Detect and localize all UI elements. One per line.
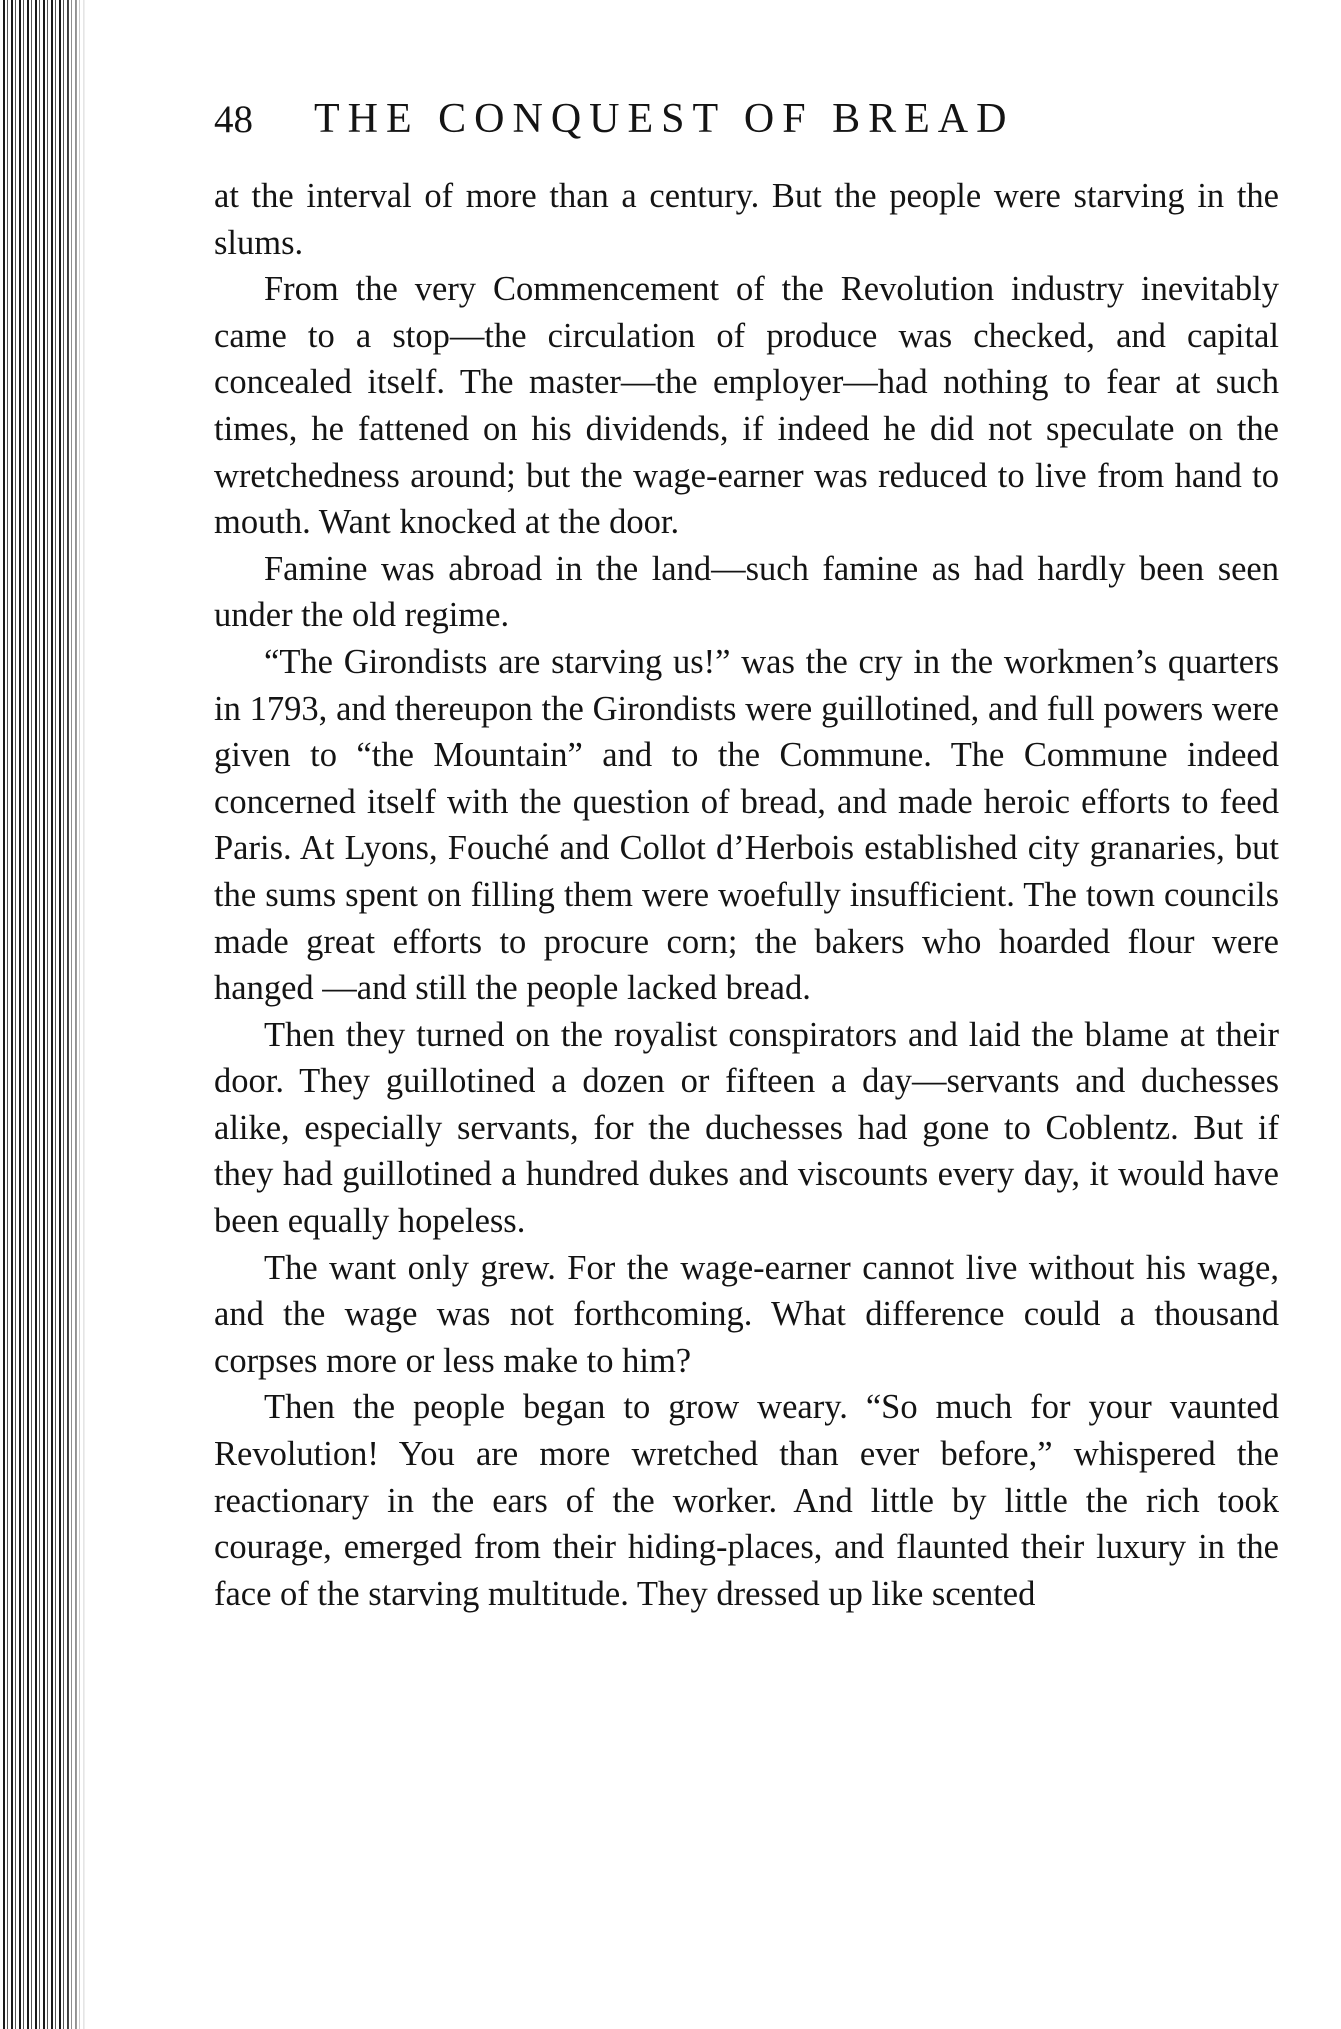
paragraph: Then the people began to grow weary. “So much for your vaunted Revolution! You are more wretched than ever before,” whispered the reactionary in the ears of the worker. And little by little the rich took courage, emerged from their hiding-places, and flaunted their luxury in the face of the starving multitude. They dressed up like scented xyxy=(214,1388,1279,1613)
book-title: THE CONQUEST OF BREAD xyxy=(314,96,1015,142)
paragraph-continued: at the interval of more than a century. But the people were starving in the slums. xyxy=(214,177,1279,262)
paragraph: Then they turned on the royalist conspirators and laid the blame at their door. They guillotined a dozen or fifteen a day—servants and duchesses alike, especially servants, for the duchesses had gone to Coblentz. But if they had guillotined a hundred dukes and viscounts every day, it would have been equally hopeless. xyxy=(214,1015,1279,1241)
paragraph: From the very Commencement of the Revolution industry inevitably came to a stop—the circulation of produce was checked, and capital concealed itself. The master—the employer—had nothing to fear at such times, he fattened on his dividends, if indeed he did not speculate on the wretchedness around; but the wage-earner was reduced to live from hand to mouth. Want knocked at the door. xyxy=(214,270,1279,542)
body-text xyxy=(214,173,1279,1617)
book-page xyxy=(214,95,1279,1617)
paragraph: Famine was abroad in the land—such famine as had hardly been seen under the old regime. xyxy=(214,549,1279,635)
paragraph: The want only grew. For the wage-earner cannot live without his wage, and the wage was not forthcoming. What difference could a thousand corpses more or less make to him? xyxy=(214,1248,1279,1380)
page-number: 48 xyxy=(214,98,253,141)
paragraph: “The Girondists are starving us!” was the cry in the workmen’s quarters in 1793, and thereupon the Girondists were guillotined, and full powers were given to “the Mountain” and to the Commune. The Commune indeed concerned itself with the question of bread, and made heroic efforts to feed Paris. At Lyons, Fouché and Collot d’Herbois established city granaries, but the sums spent on filling them were woefully insufficient. The town councils made great efforts to procure corn; the bakers who hoarded flour were hanged —and still the people lacked bread. xyxy=(214,642,1279,1008)
running-head xyxy=(214,95,1279,155)
book-binding-edge xyxy=(0,0,86,2029)
